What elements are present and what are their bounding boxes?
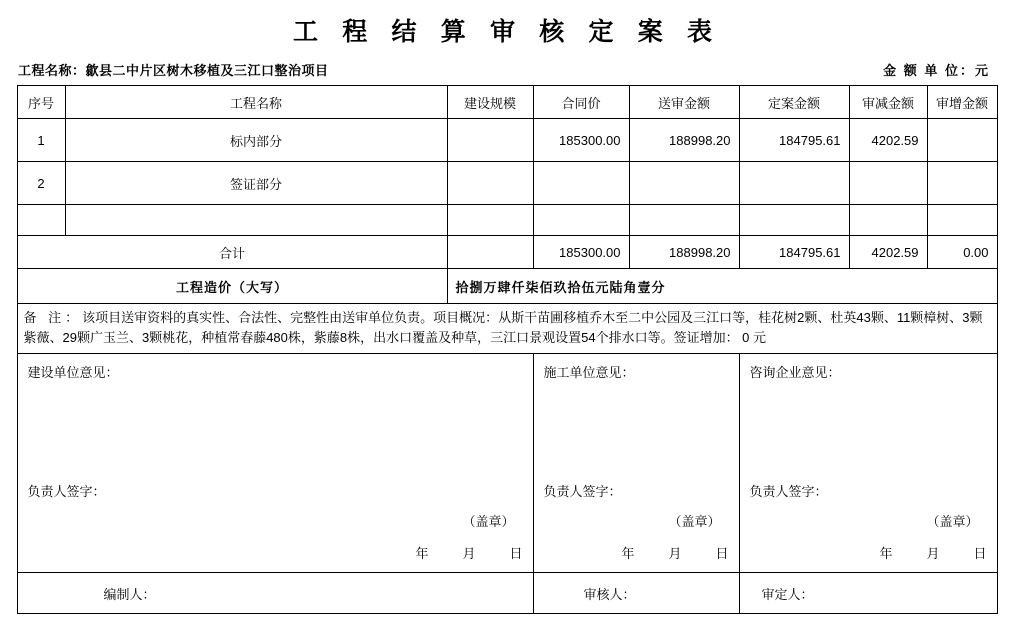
project-name-label: 工程名称：歙县二中片区树木移植及三江口整治项目 xyxy=(18,63,329,78)
date-day-label: 日 xyxy=(973,546,987,562)
opinion-cell-owner xyxy=(17,354,533,573)
cell-name xyxy=(65,205,447,236)
cell-no xyxy=(17,205,65,236)
date-year-label: 年 xyxy=(621,546,635,562)
cell-scale xyxy=(447,205,533,236)
cell-no: 2 xyxy=(17,162,65,205)
col-header-contract: 合同价 xyxy=(533,86,629,119)
total-label: 合计 xyxy=(17,236,447,269)
cell-reduced xyxy=(849,162,927,205)
note-row xyxy=(17,304,997,354)
cell-contract xyxy=(533,162,629,205)
reviewer-label: 审核人： xyxy=(583,586,636,602)
subheader xyxy=(0,54,1014,85)
opinion-seal-label: （盖章） xyxy=(926,514,979,530)
cell-name: 签证部分 xyxy=(65,162,447,205)
col-header-no: 序号 xyxy=(17,86,65,119)
opinion-seal-label: （盖章） xyxy=(668,514,721,530)
cell-increased xyxy=(927,205,997,236)
opinion-date-line xyxy=(879,543,986,562)
col-header-name: 工程名称 xyxy=(65,86,447,119)
price-in-words-label: 工程造价（大写） xyxy=(17,269,447,304)
date-day-label: 日 xyxy=(715,546,729,562)
opinion-signature-label: 负责人签字： xyxy=(543,484,622,500)
cell-reduced xyxy=(849,205,927,236)
date-month-label: 月 xyxy=(462,546,476,562)
cell-name: 标内部分 xyxy=(65,119,447,162)
cell-submitted xyxy=(629,162,739,205)
cell-scale xyxy=(447,162,533,205)
date-day-label: 日 xyxy=(509,546,523,562)
cell-no: 1 xyxy=(17,119,65,162)
total-approved: 184795.61 xyxy=(739,236,849,269)
cell-approved xyxy=(739,205,849,236)
cell-approved xyxy=(739,162,849,205)
col-header-scale: 建设规模 xyxy=(447,86,533,119)
opinion-cell-contractor xyxy=(533,354,739,573)
table-header-row xyxy=(17,86,997,119)
opinions-row xyxy=(17,354,997,573)
note-label: 备 注： xyxy=(23,310,83,325)
opinion-title: 建设单位意见： xyxy=(27,365,119,381)
preparer-label: 编制人： xyxy=(103,586,156,602)
footer-cell-reviewer xyxy=(533,573,739,614)
opinion-signature-label: 负责人签字： xyxy=(27,484,106,500)
price-in-words-value: 拾捌万肆仟柒佰玖拾伍元陆角壹分 xyxy=(447,269,997,304)
opinion-cell-consultant xyxy=(739,354,997,573)
settlement-table xyxy=(17,85,998,614)
total-submitted: 188998.20 xyxy=(629,236,739,269)
note-text: 该项目送审资料的真实性、合法性、完整性由送审单位负责。项目概况：从斯干苗圃移植乔木至二中公园及三江口等，桂花树2颗、杜英43颗、11颗樟树、3颗紫薇、29颗广玉兰、3颗桃花，种植常春藤480株，紫藤8株，出水口覆盖及种草，三江口景观设置54个排水口等。签证增加： 0 元 xyxy=(23,310,983,346)
cell-approved: 184795.61 xyxy=(739,119,849,162)
date-month-label: 月 xyxy=(926,546,940,562)
date-month-label: 月 xyxy=(668,546,682,562)
footer-row xyxy=(17,573,997,614)
total-increased: 0.00 xyxy=(927,236,997,269)
approver-label: 审定人： xyxy=(761,586,814,602)
price-in-words-row xyxy=(17,269,997,304)
date-year-label: 年 xyxy=(879,546,893,562)
footer-cell-approver xyxy=(739,573,997,614)
opinion-signature-label: 负责人签字： xyxy=(749,484,828,500)
table-total-row xyxy=(17,236,997,269)
col-header-approved: 定案金额 xyxy=(739,86,849,119)
col-header-submitted: 送审金额 xyxy=(629,86,739,119)
opinion-title: 咨询企业意见： xyxy=(749,365,841,381)
opinion-title: 施工单位意见： xyxy=(543,365,635,381)
footer-cell-preparer xyxy=(17,573,533,614)
amount-unit-label: 金 额 单 位：元 xyxy=(883,63,990,78)
opinion-date-line xyxy=(621,543,728,562)
cell-reduced: 4202.59 xyxy=(849,119,927,162)
cell-contract: 185300.00 xyxy=(533,119,629,162)
opinion-seal-label: （盖章） xyxy=(462,514,515,530)
table-row xyxy=(17,162,997,205)
page-title: 工 程 结 算 审 核 定 案 表 xyxy=(292,19,721,46)
cell-increased xyxy=(927,119,997,162)
total-scale xyxy=(447,236,533,269)
total-contract: 185300.00 xyxy=(533,236,629,269)
cell-scale xyxy=(447,119,533,162)
opinion-date-line xyxy=(415,543,522,562)
table-row xyxy=(17,119,997,162)
col-header-reduced: 审减金额 xyxy=(849,86,927,119)
table-row xyxy=(17,205,997,236)
col-header-increased: 审增金额 xyxy=(927,86,997,119)
cell-submitted xyxy=(629,205,739,236)
cell-increased xyxy=(927,162,997,205)
note-cell xyxy=(17,304,997,354)
date-year-label: 年 xyxy=(415,546,429,562)
cell-contract xyxy=(533,205,629,236)
cell-submitted: 188998.20 xyxy=(629,119,739,162)
total-reduced: 4202.59 xyxy=(849,236,927,269)
